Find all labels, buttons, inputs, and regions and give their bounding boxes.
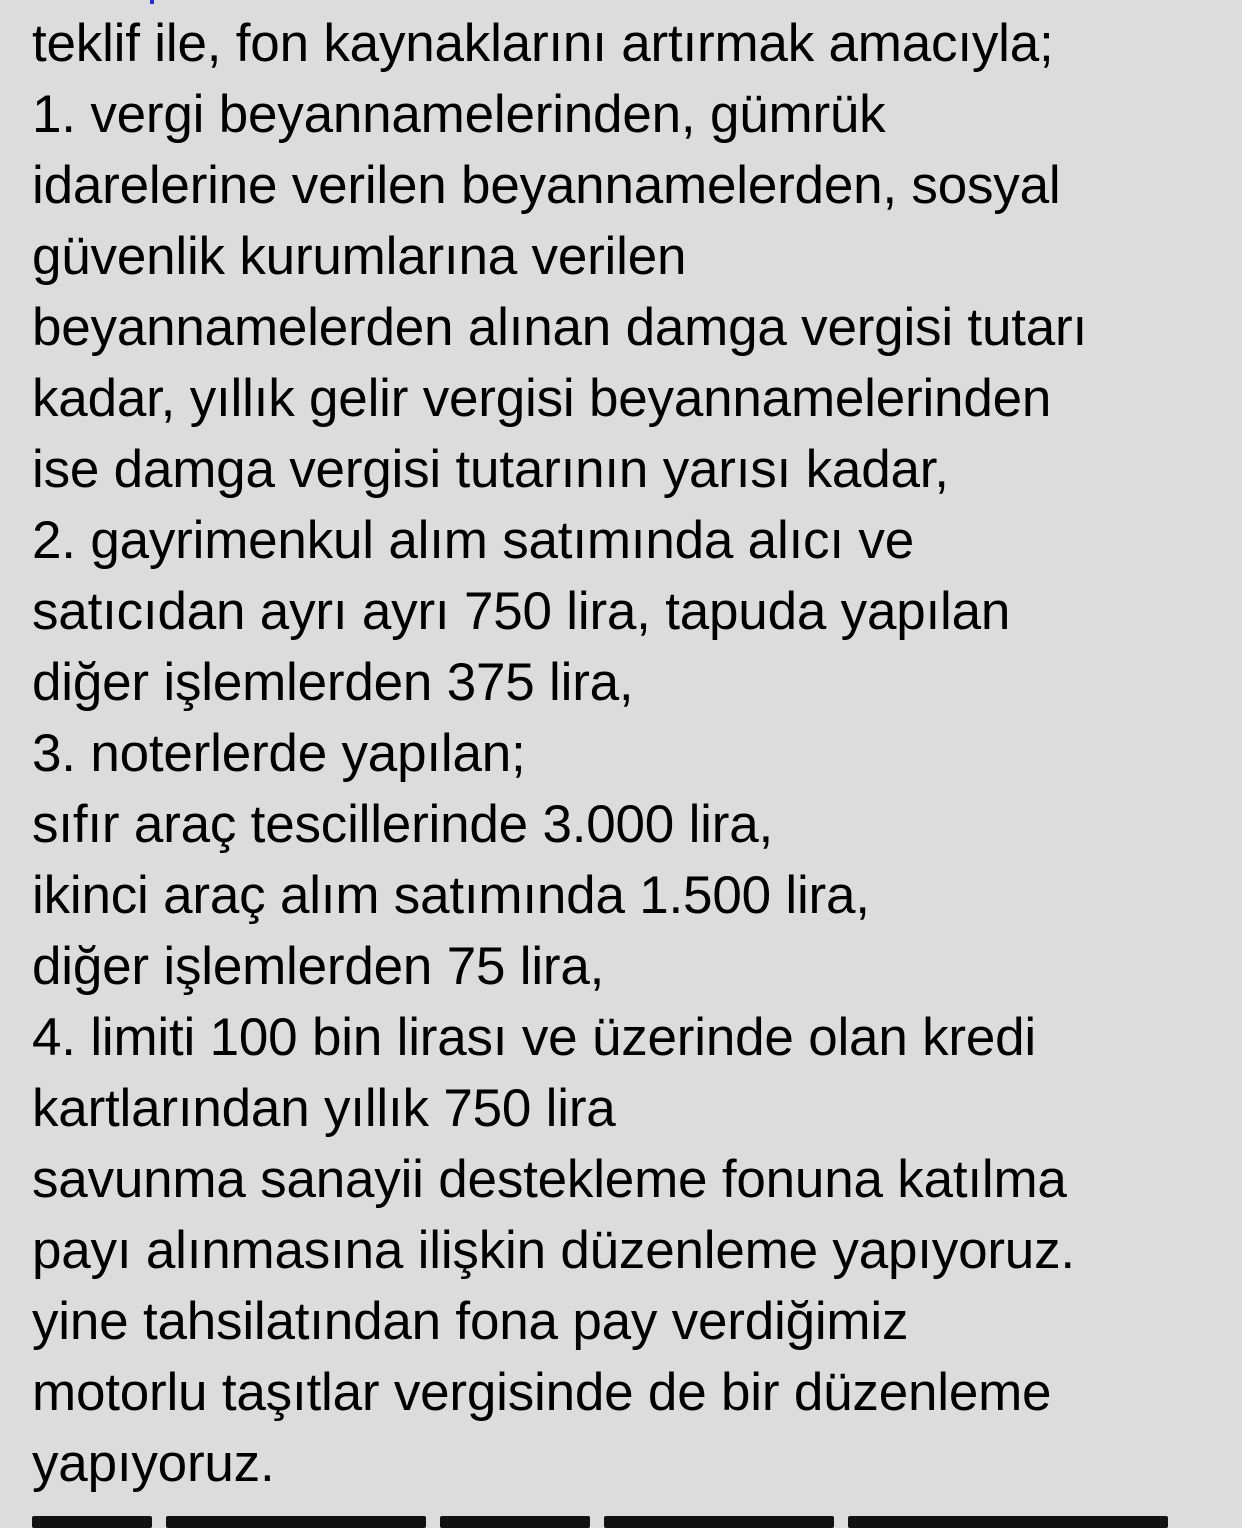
clipped-text-fragment-bottom <box>32 1516 1222 1528</box>
text-line: güvenlik kurumlarına verilen <box>32 227 687 286</box>
text-line: yapıyoruz. <box>32 1434 275 1493</box>
text-line: motorlu taşıtlar vergisinde de bir düzenleme <box>32 1363 1052 1422</box>
text-line: payı alınmasına ilişkin düzenleme yapıyoruz. <box>32 1221 1075 1280</box>
text-line: 2. gayrimenkul alım satımında alıcı ve <box>32 511 914 570</box>
text-line: beyannamelerden alınan damga vergisi tutarı <box>32 298 1087 357</box>
text-line: ise damga vergisi tutarının yarısı kadar, <box>32 440 949 499</box>
clipped-text-fragment-top <box>150 0 154 4</box>
text-line: diğer işlemlerden 375 lira, <box>32 653 634 712</box>
text-line: teklif ile, fon kaynaklarını artırmak amacıyla; <box>32 14 1054 73</box>
text-line: satıcıdan ayrı ayrı 750 lira, tapuda yapılan <box>32 582 1011 641</box>
text-line: kartlarından yıllık 750 lira <box>32 1079 616 1138</box>
text-line: savunma sanayii destekleme fonuna katılma <box>32 1150 1067 1209</box>
text-line: sıfır araç tescillerinde 3.000 lira, <box>32 795 774 854</box>
text-line: 1. vergi beyannamelerinden, gümrük <box>32 85 886 144</box>
text-body <box>32 8 1222 1499</box>
text-line: kadar, yıllık gelir vergisi beyannamelerinden <box>32 369 1052 428</box>
text-line: ikinci araç alım satımında 1.500 lira, <box>32 866 870 925</box>
text-line: 4. limiti 100 bin lirası ve üzerinde olan kredi <box>32 1008 1036 1067</box>
text-line: 3. noterlerde yapılan; <box>32 724 526 783</box>
text-line: idarelerine verilen beyannamelerden, sosyal <box>32 156 1061 215</box>
text-line: diğer işlemlerden 75 lira, <box>32 937 605 996</box>
text-line: yine tahsilatından fona pay verdiğimiz <box>32 1292 909 1351</box>
